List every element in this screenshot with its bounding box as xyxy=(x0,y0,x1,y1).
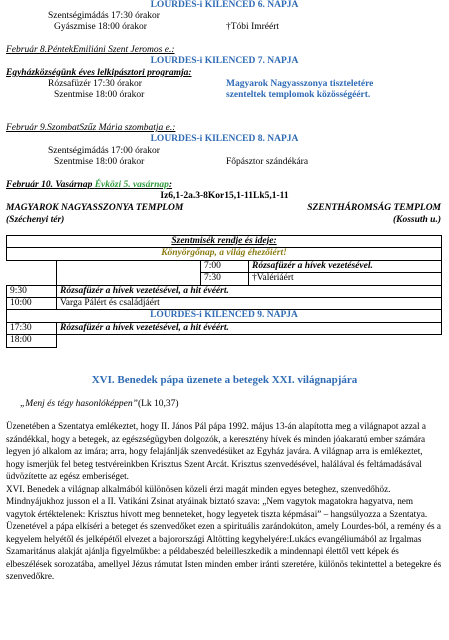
place-left: (Széchenyi tér) xyxy=(6,214,65,225)
left-text-cell xyxy=(57,335,442,347)
article-paragraph: XVI. Benedek a világnap alkalmából különösen közeli érzi magát minden egyes beteghez, szenvedőhöz. Mindnyájukhoz jusson el a II. Vatikáni Zsinat atyáinak biztató szava: „Nem vagytok magatokra hagyatva, nem vagytok értéktelenek: Krisztus hívott meg benneteket, hogy legyetek tiszta képmásai” – hangsúlyozza a Szentatya. xyxy=(6,483,428,519)
schedule-line xyxy=(0,22,449,33)
mass-schedule-table xyxy=(6,235,442,348)
place-row xyxy=(0,215,449,227)
table-header: Szentmisék rendje és ideje: xyxy=(7,236,442,248)
date-green: Évközi 5. vasárnap xyxy=(94,180,169,190)
date-heading: Február 9.SzombatSzűz Mária szombatja e.: xyxy=(6,123,176,133)
schedule-line xyxy=(0,90,449,101)
schedule-time: Rózsafüzér 17:30 órakor xyxy=(48,79,142,90)
left-text-cell: Varga Pálért és családjáért xyxy=(57,297,442,309)
left-time-cell xyxy=(7,260,57,272)
table-row xyxy=(7,322,442,334)
article-paragraph: Üzenetével a pápa elkíséri a beteget és szenvedőket ezen a spirituális zarándokúton, amely Lourdes-ból, a remény és a kegyelem helyétől és jelképétől elvezet a bajorországi Altötting kegyhelyére:Lukács evangéliumából az Irgalmas Szamaritánus alakját ajánlja figyelműkbe: a példabeszéd beleilleszkedik a mindennapi élettől vett képek és elbeszélések sorozatába, amellyel Jézus rámutat Isten minden ember iránti szeretére, különös tekintettel a betegekre és szenvedőkre. xyxy=(6,521,442,582)
church-right: SZENTHÁROMSÁG TEMPLOM xyxy=(307,202,441,213)
schedule-line xyxy=(0,79,449,90)
left-time-cell: 9:30 xyxy=(7,285,57,297)
right-text-cell: †Valériáért xyxy=(249,273,442,285)
schedule-line xyxy=(0,11,449,22)
left-text-cell xyxy=(57,273,201,285)
kilenced-heading: LOURDES-i KILENCED 6. NAPJA xyxy=(150,0,299,10)
left-time-cell xyxy=(7,273,57,285)
schedule-line xyxy=(0,157,449,168)
right-time-cell: 7:00 xyxy=(201,260,249,272)
block-feb-8 xyxy=(0,45,449,101)
schedule-note: †Tóbi Imréért xyxy=(226,22,280,33)
schedule-note: szenteltek templomok közösségéért. xyxy=(226,90,371,101)
left-time-cell: 18:00 xyxy=(7,335,57,347)
block-kilenced-6 xyxy=(0,0,449,33)
table-header-row xyxy=(7,236,442,248)
left-text-cell: Rózsafüzér a hívek vezetésével, a hit évéért. xyxy=(57,322,442,334)
right-text-cell: Rózsafüzér a hívek vezetésével. xyxy=(249,260,442,272)
left-time-cell: 10:00 xyxy=(7,297,57,309)
date-heading: Február 8.PéntekEmiliáni Szent Jeromos e.: xyxy=(6,45,175,55)
date-black: Február 10. Vasárnap xyxy=(6,180,95,190)
table-row xyxy=(7,335,442,347)
left-text-cell xyxy=(57,260,201,272)
kilenced-heading: LOURDES-i KILENCED 9. NAPJA xyxy=(7,310,442,322)
place-right: (Kossuth u.) xyxy=(392,214,441,225)
readings: Iz6,1-2a.3-8Kor15,1-11Lk5,1-11 xyxy=(160,191,289,202)
article-body xyxy=(6,420,443,583)
table-subheader-row xyxy=(7,248,442,260)
block-feb-9 xyxy=(0,123,449,168)
left-time-cell: 17:30 xyxy=(7,322,57,334)
schedule-time: Gyászmise 18:00 órakor xyxy=(54,22,147,33)
date-colon: : xyxy=(168,180,173,190)
church-row xyxy=(0,203,449,215)
kilenced-heading: LOURDES-i KILENCED 7. NAPJA xyxy=(150,56,299,67)
table-row xyxy=(7,273,442,285)
church-left: MAGYAROK NAGYASSZONYA TEMPLOM xyxy=(6,202,184,213)
table-subheader: Könyörgőnap, a világ éhezőiért! xyxy=(7,248,442,260)
article-quote xyxy=(20,398,449,411)
date-heading xyxy=(0,180,449,191)
table-row xyxy=(7,260,442,272)
right-time-cell: 7:30 xyxy=(201,273,249,285)
left-text-cell: Rózsafüzér a hívek vezetésével, a hit évéért. xyxy=(57,285,442,297)
block-feb-10 xyxy=(0,180,449,227)
schedule-note: Főpásztor szándékára xyxy=(226,156,309,167)
schedule-time: Szentmise 18:00 órakor xyxy=(54,156,145,167)
schedule-line xyxy=(0,146,449,157)
schedule-time: Szentségimádás 17:30 órakor xyxy=(48,11,160,22)
schedule-time: Szentségimádás 17:00 órakor xyxy=(48,145,160,156)
schedule-note: Magyarok Nagyasszonya tiszteletére xyxy=(226,79,374,90)
article-title: XVI. Benedek pápa üzenete a betegek XXI. világnapjára xyxy=(91,374,358,386)
schedule-time: Szentmise 18:00 órakor xyxy=(54,90,145,101)
article-paragraph: Üzenetében a Szentatya emlékeztet, hogy II. János Pál pápa 1992. május 13-án alapította meg a világnapot azzal a szándékkal, hogy a betegek, az egészségügyben dolgozók, a keresztény hívek és minden jóakaratú ember számára legyen jó alkalom az imára; arra, hogy felajánlják szenvedésüket az Egyház javára. A világnap arra is emlékeztet, hogy ismerjük fel beteg testvéreinkben Krisztus Szent Arcát. Krisztus szenvedésével, halálával és feltámadásával üdvözítette az egész emberiséget. xyxy=(6,421,426,482)
table-kilenced-row xyxy=(7,310,442,322)
quote-ref: (Lk 10,37) xyxy=(137,399,179,409)
program-heading: Egyházközségünk éves lelkipásztori programja: xyxy=(6,67,192,78)
table-row xyxy=(7,297,442,309)
kilenced-heading: LOURDES-i KILENCED 8. NAPJA xyxy=(150,134,299,145)
table-row xyxy=(7,285,442,297)
quote-text: „Menj és tégy hasonlóképpen” xyxy=(20,399,138,409)
